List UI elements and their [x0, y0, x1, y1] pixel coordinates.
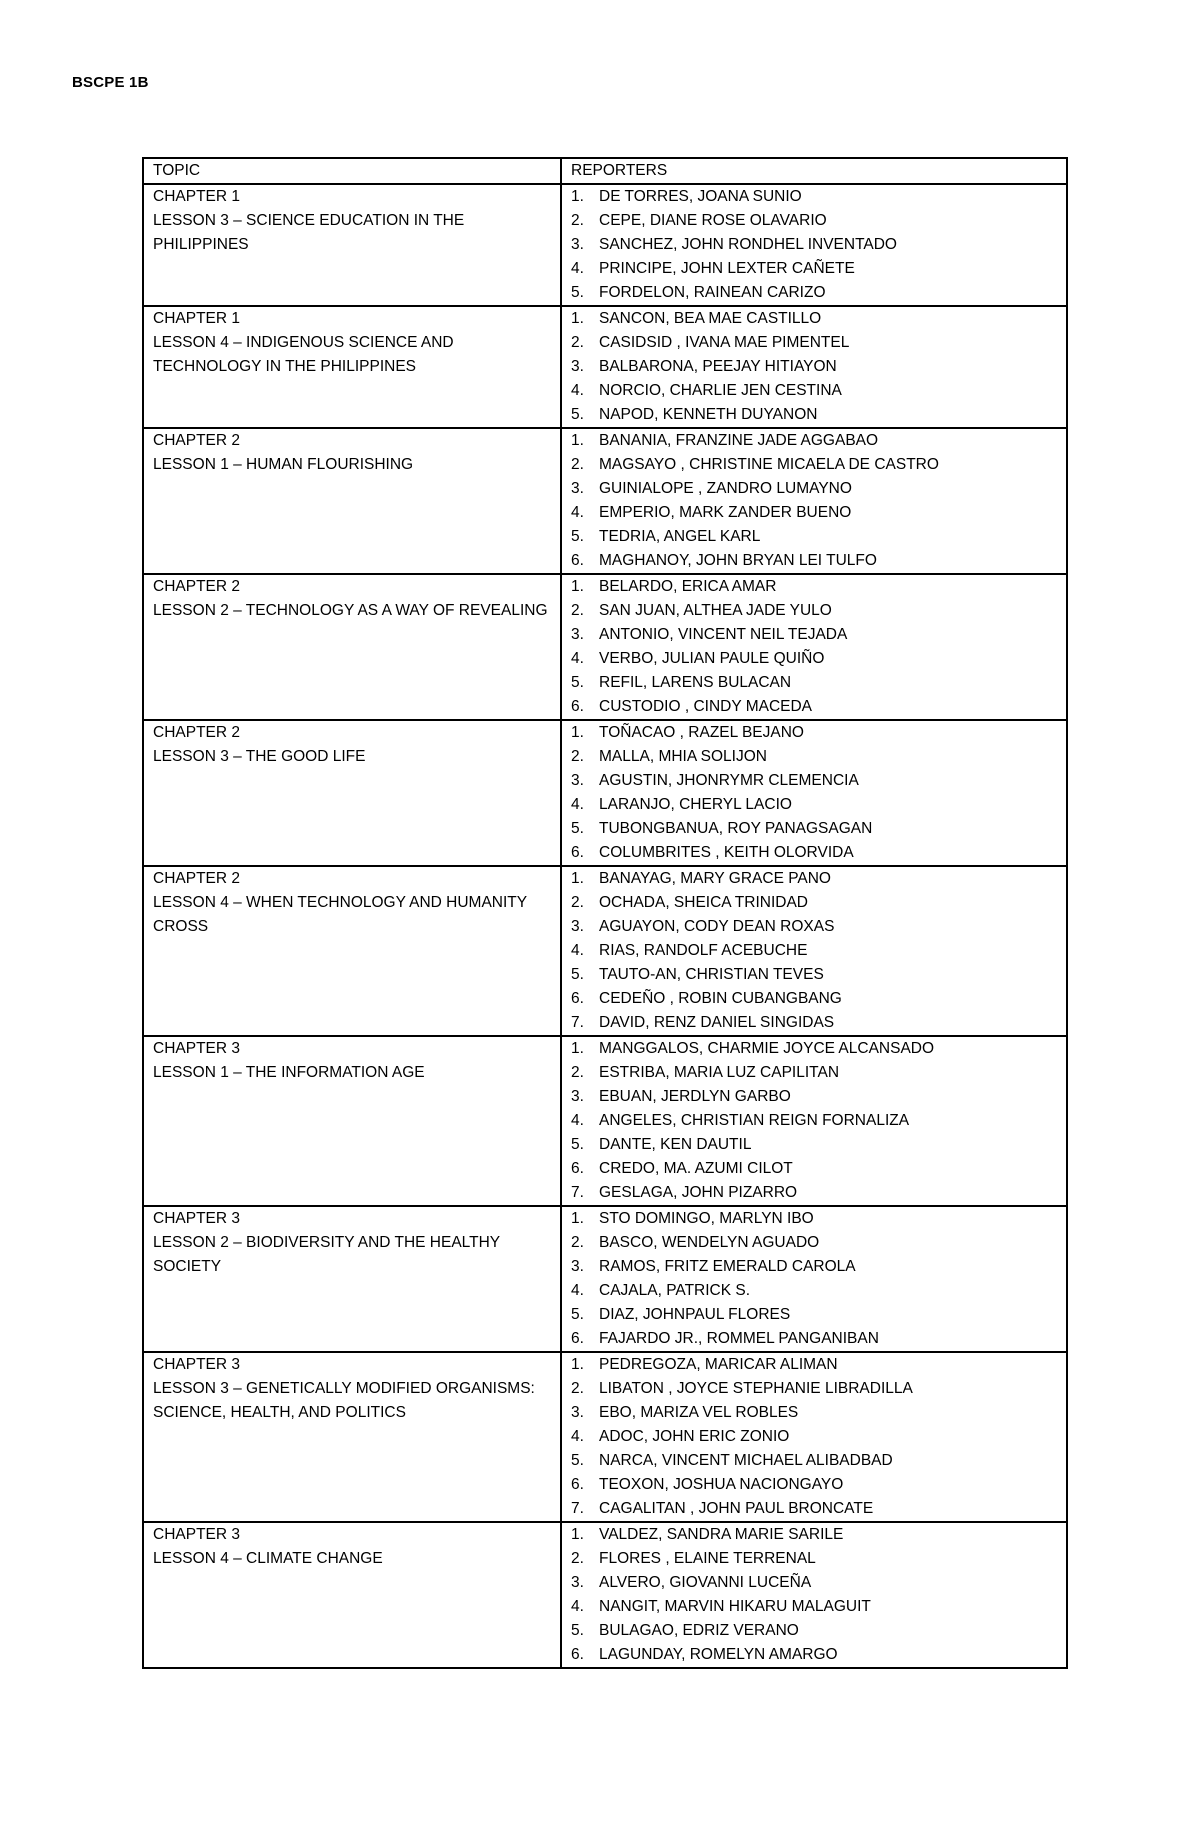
list-item — [571, 185, 1060, 209]
list-number: 5. — [571, 406, 584, 423]
table-body — [143, 184, 1067, 1668]
list-number: 1. — [571, 1526, 584, 1543]
list-number: 7. — [571, 1500, 584, 1517]
reporters-cell — [561, 1036, 1067, 1206]
list-number: 3. — [571, 1258, 584, 1275]
reporter-name: BULAGAO, EDRIZ VERANO — [599, 1622, 799, 1639]
reporter-name: CAJALA, PATRICK S. — [599, 1282, 751, 1299]
lesson-title: LESSON 4 – CLIMATE CHANGE — [153, 1550, 383, 1567]
reporter-name: RAMOS, FRITZ EMERALD CAROLA — [599, 1258, 856, 1275]
reporter-name: BANANIA, FRANZINE JADE AGGABAO — [599, 432, 879, 449]
reporter-name: FLORES , ELAINE TERRENAL — [599, 1550, 816, 1567]
reporter-name: EMPERIO, MARK ZANDER BUENO — [599, 504, 852, 521]
list-item — [571, 403, 1060, 427]
reporter-name: MAGHANOY, JOHN BRYAN LEI TULFO — [599, 552, 877, 569]
reporter-name: DANTE, KEN DAUTIL — [599, 1136, 752, 1153]
list-item — [571, 477, 1060, 501]
reporter-name: ANTONIO, VINCENT NEIL TEJADA — [599, 626, 848, 643]
table-row — [143, 184, 1067, 306]
list-item — [571, 769, 1060, 793]
list-number: 7. — [571, 1014, 584, 1031]
topic-cell — [143, 1036, 561, 1206]
reporters-cell — [561, 184, 1067, 306]
lesson-title: LESSON 3 – THE GOOD LIFE — [153, 748, 366, 765]
list-number: 3. — [571, 772, 584, 789]
lesson-title: LESSON 3 – GENETICALLY MODIFIED ORGANISMS: SCIENCE, HEALTH, AND POLITICS — [153, 1380, 535, 1421]
topic-cell — [143, 428, 561, 574]
reporters-cell — [561, 1206, 1067, 1352]
reporters-cell — [561, 428, 1067, 574]
list-number: 1. — [571, 432, 584, 449]
table-header-row — [143, 158, 1067, 184]
lesson-title: LESSON 4 – WHEN TECHNOLOGY AND HUMANITY CROSS — [153, 894, 527, 935]
list-item — [571, 721, 1060, 745]
list-item — [571, 1401, 1060, 1425]
lesson-title: LESSON 1 – HUMAN FLOURISHING — [153, 456, 414, 473]
list-item — [571, 1231, 1060, 1255]
list-number: 6. — [571, 990, 584, 1007]
list-item — [571, 695, 1060, 719]
list-item — [571, 1279, 1060, 1303]
table-row — [143, 574, 1067, 720]
list-number: 6. — [571, 1476, 584, 1493]
reporters-cell — [561, 1352, 1067, 1522]
list-item — [571, 1425, 1060, 1449]
table-row — [143, 1522, 1067, 1668]
list-number: 1. — [571, 870, 584, 887]
list-number: 3. — [571, 1574, 584, 1591]
list-item — [571, 257, 1060, 281]
list-item — [571, 1571, 1060, 1595]
list-number: 2. — [571, 212, 584, 229]
list-number: 6. — [571, 1646, 584, 1663]
reporter-name: SANCHEZ, JOHN RONDHEL INVENTADO — [599, 236, 897, 253]
list-item — [571, 1643, 1060, 1667]
reporter-name: ESTRIBA, MARIA LUZ CAPILITAN — [599, 1064, 840, 1081]
reporter-name: TOÑACAO , RAZEL BEJANO — [599, 724, 804, 741]
reporters-list — [571, 1037, 1060, 1205]
reporters-list — [571, 721, 1060, 865]
reporter-name: TEOXON, JOSHUA NACIONGAYO — [599, 1476, 844, 1493]
reporters-list — [571, 867, 1060, 1035]
reporter-name: NORCIO, CHARLIE JEN CESTINA — [599, 382, 842, 399]
list-item — [571, 1377, 1060, 1401]
topic-header: TOPIC — [143, 158, 561, 184]
list-item — [571, 1037, 1060, 1061]
list-number: 5. — [571, 1622, 584, 1639]
reporters-list — [571, 185, 1060, 305]
chapter-label: CHAPTER 2 — [153, 432, 240, 449]
chapter-label: CHAPTER 1 — [153, 310, 240, 327]
list-number: 4. — [571, 1428, 584, 1445]
list-item — [571, 915, 1060, 939]
list-item — [571, 1353, 1060, 1377]
list-item — [571, 281, 1060, 305]
list-item — [571, 233, 1060, 257]
list-number: 1. — [571, 724, 584, 741]
list-number: 1. — [571, 1040, 584, 1057]
reporter-name: FORDELON, RAINEAN CARIZO — [599, 284, 826, 301]
list-item — [571, 891, 1060, 915]
lesson-title: LESSON 4 – INDIGENOUS SCIENCE AND TECHNOLOGY IN THE PHILIPPINES — [153, 334, 454, 375]
reporters-cell — [561, 574, 1067, 720]
list-number: 7. — [571, 1184, 584, 1201]
list-item — [571, 1207, 1060, 1231]
table-row — [143, 306, 1067, 428]
topic-cell — [143, 720, 561, 866]
list-item — [571, 841, 1060, 865]
list-item — [571, 623, 1060, 647]
list-item — [571, 1157, 1060, 1181]
list-number: 4. — [571, 796, 584, 813]
reporter-name: GUINIALOPE , ZANDRO LUMAYNO — [599, 480, 852, 497]
list-number: 1. — [571, 188, 584, 205]
reporter-name: BELARDO, ERICA AMAR — [599, 578, 777, 595]
list-item — [571, 1255, 1060, 1279]
list-number: 2. — [571, 894, 584, 911]
list-number: 4. — [571, 260, 584, 277]
reporters-list — [571, 575, 1060, 719]
reporter-name: STO DOMINGO, MARLYN IBO — [599, 1210, 814, 1227]
reporter-name: LIBATON , JOYCE STEPHANIE LIBRADILLA — [599, 1380, 913, 1397]
chapter-label: CHAPTER 3 — [153, 1356, 240, 1373]
reporters-header: REPORTERS — [561, 158, 1067, 184]
list-item — [571, 1523, 1060, 1547]
reporter-name: ADOC, JOHN ERIC ZONIO — [599, 1428, 790, 1445]
list-number: 2. — [571, 334, 584, 351]
reporter-name: ANGELES, CHRISTIAN REIGN FORNALIZA — [599, 1112, 910, 1129]
chapter-label: CHAPTER 2 — [153, 578, 240, 595]
list-item — [571, 209, 1060, 233]
list-number: 2. — [571, 456, 584, 473]
reporters-cell — [561, 306, 1067, 428]
list-item — [571, 745, 1060, 769]
reporter-name: RIAS, RANDOLF ACEBUCHE — [599, 942, 808, 959]
list-number: 3. — [571, 480, 584, 497]
list-number: 4. — [571, 1282, 584, 1299]
table-row — [143, 1352, 1067, 1522]
table-row — [143, 866, 1067, 1036]
list-number: 6. — [571, 698, 584, 715]
list-item — [571, 575, 1060, 599]
list-number: 5. — [571, 674, 584, 691]
reporter-name: TUBONGBANUA, ROY PANAGSAGAN — [599, 820, 873, 837]
list-number: 6. — [571, 844, 584, 861]
list-item — [571, 453, 1060, 477]
list-item — [571, 331, 1060, 355]
reporter-name: AGUAYON, CODY DEAN ROXAS — [599, 918, 835, 935]
reporter-name: LAGUNDAY, ROMELYN AMARGO — [599, 1646, 838, 1663]
reporter-name: COLUMBRITES , KEITH OLORVIDA — [599, 844, 854, 861]
table-row — [143, 720, 1067, 866]
list-number: 3. — [571, 236, 584, 253]
list-item — [571, 307, 1060, 331]
list-number: 1. — [571, 578, 584, 595]
list-number: 1. — [571, 310, 584, 327]
reporter-name: CUSTODIO , CINDY MACEDA — [599, 698, 813, 715]
list-number: 5. — [571, 820, 584, 837]
list-item — [571, 1449, 1060, 1473]
topic-cell — [143, 1206, 561, 1352]
chapter-label: CHAPTER 1 — [153, 188, 240, 205]
reporter-name: DAVID, RENZ DANIEL SINGIDAS — [599, 1014, 835, 1031]
chapter-label: CHAPTER 3 — [153, 1040, 240, 1057]
list-item — [571, 1619, 1060, 1643]
lesson-title: LESSON 3 – SCIENCE EDUCATION IN THE PHILIPPINES — [153, 212, 465, 253]
reporting-schedule-table — [142, 157, 1068, 1669]
reporters-list — [571, 1523, 1060, 1667]
reporter-name: REFIL, LARENS BULACAN — [599, 674, 792, 691]
list-item — [571, 549, 1060, 573]
list-number: 1. — [571, 1210, 584, 1227]
reporter-name: CASIDSID , IVANA MAE PIMENTEL — [599, 334, 850, 351]
chapter-label: CHAPTER 3 — [153, 1526, 240, 1543]
list-item — [571, 817, 1060, 841]
list-number: 5. — [571, 528, 584, 545]
class-label: BSCPE 1B — [72, 74, 149, 91]
reporter-name: NANGIT, MARVIN HIKARU MALAGUIT — [599, 1598, 871, 1615]
reporter-name: ALVERO, GIOVANNI LUCEÑA — [599, 1574, 812, 1591]
reporters-list — [571, 307, 1060, 427]
reporter-name: NAPOD, KENNETH DUYANON — [599, 406, 818, 423]
list-number: 6. — [571, 1160, 584, 1177]
reporter-name: CAGALITAN , JOHN PAUL BRONCATE — [599, 1500, 874, 1517]
reporter-name: TAUTO-AN, CHRISTIAN TEVES — [599, 966, 824, 983]
list-item — [571, 1109, 1060, 1133]
table-row — [143, 1036, 1067, 1206]
reporters-list — [571, 1207, 1060, 1351]
list-number: 2. — [571, 1234, 584, 1251]
reporter-name: SAN JUAN, ALTHEA JADE YULO — [599, 602, 832, 619]
reporter-name: VALDEZ, SANDRA MARIE SARILE — [599, 1526, 844, 1543]
list-item — [571, 1473, 1060, 1497]
reporter-name: MANGGALOS, CHARMIE JOYCE ALCANSADO — [599, 1040, 935, 1057]
chapter-label: CHAPTER 2 — [153, 870, 240, 887]
list-number: 5. — [571, 966, 584, 983]
list-number: 4. — [571, 650, 584, 667]
list-item — [571, 647, 1060, 671]
list-item — [571, 355, 1060, 379]
list-number: 5. — [571, 284, 584, 301]
reporter-name: TEDRIA, ANGEL KARL — [599, 528, 761, 545]
list-number: 2. — [571, 1064, 584, 1081]
topic-cell — [143, 184, 561, 306]
list-item — [571, 793, 1060, 817]
list-item — [571, 1011, 1060, 1035]
list-item — [571, 501, 1060, 525]
topic-cell — [143, 1522, 561, 1668]
list-number: 2. — [571, 1550, 584, 1567]
list-item — [571, 429, 1060, 453]
lesson-title: LESSON 1 – THE INFORMATION AGE — [153, 1064, 425, 1081]
list-number: 1. — [571, 1356, 584, 1373]
list-item — [571, 1133, 1060, 1157]
reporters-cell — [561, 866, 1067, 1036]
lesson-title: LESSON 2 – TECHNOLOGY AS A WAY OF REVEALING — [153, 602, 548, 619]
list-number: 4. — [571, 1112, 584, 1129]
reporter-name: PEDREGOZA, MARICAR ALIMAN — [599, 1356, 838, 1373]
list-number: 5. — [571, 1452, 584, 1469]
reporter-name: CREDO, MA. AZUMI CILOT — [599, 1160, 793, 1177]
list-item — [571, 1181, 1060, 1205]
list-item — [571, 987, 1060, 1011]
topic-cell — [143, 306, 561, 428]
table-row — [143, 428, 1067, 574]
list-number: 2. — [571, 1380, 584, 1397]
list-item — [571, 599, 1060, 623]
list-number: 5. — [571, 1136, 584, 1153]
list-number: 3. — [571, 626, 584, 643]
list-item — [571, 1085, 1060, 1109]
reporter-name: FAJARDO JR., ROMMEL PANGANIBAN — [599, 1330, 879, 1347]
reporter-name: GESLAGA, JOHN PIZARRO — [599, 1184, 798, 1201]
reporters-cell — [561, 1522, 1067, 1668]
list-number: 4. — [571, 504, 584, 521]
reporter-name: EBUAN, JERDLYN GARBO — [599, 1088, 791, 1105]
list-item — [571, 525, 1060, 549]
list-item — [571, 867, 1060, 891]
list-number: 6. — [571, 1330, 584, 1347]
chapter-label: CHAPTER 2 — [153, 724, 240, 741]
reporter-name: PRINCIPE, JOHN LEXTER CAÑETE — [599, 260, 855, 277]
reporter-name: MAGSAYO , CHRISTINE MICAELA DE CASTRO — [599, 456, 939, 473]
list-item — [571, 379, 1060, 403]
reporter-name: AGUSTIN, JHONRYMR CLEMENCIA — [599, 772, 859, 789]
chapter-label: CHAPTER 3 — [153, 1210, 240, 1227]
reporter-name: LARANJO, CHERYL LACIO — [599, 796, 792, 813]
list-item — [571, 939, 1060, 963]
topic-cell — [143, 1352, 561, 1522]
list-number: 3. — [571, 358, 584, 375]
reporters-list — [571, 1353, 1060, 1521]
list-item — [571, 963, 1060, 987]
reporter-name: VERBO, JULIAN PAULE QUIÑO — [599, 650, 825, 667]
list-item — [571, 1547, 1060, 1571]
list-number: 4. — [571, 1598, 584, 1615]
reporter-name: BANAYAG, MARY GRACE PANO — [599, 870, 831, 887]
reporter-name: NARCA, VINCENT MICHAEL ALIBADBAD — [599, 1452, 893, 1469]
table-row — [143, 1206, 1067, 1352]
list-number: 3. — [571, 1088, 584, 1105]
reporter-name: DE TORRES, JOANA SUNIO — [599, 188, 802, 205]
topic-cell — [143, 866, 561, 1036]
list-number: 5. — [571, 1306, 584, 1323]
reporter-name: EBO, MARIZA VEL ROBLES — [599, 1404, 799, 1421]
reporter-name: BALBARONA, PEEJAY HITIAYON — [599, 358, 837, 375]
list-number: 2. — [571, 748, 584, 765]
reporter-name: OCHADA, SHEICA TRINIDAD — [599, 894, 809, 911]
list-item — [571, 1595, 1060, 1619]
reporters-list — [571, 429, 1060, 573]
topic-cell — [143, 574, 561, 720]
list-number: 3. — [571, 918, 584, 935]
list-number: 6. — [571, 552, 584, 569]
list-item — [571, 1303, 1060, 1327]
reporter-name: SANCON, BEA MAE CASTILLO — [599, 310, 822, 327]
reporter-name: BASCO, WENDELYN AGUADO — [599, 1234, 820, 1251]
list-number: 4. — [571, 382, 584, 399]
list-item — [571, 1061, 1060, 1085]
lesson-title: LESSON 2 – BIODIVERSITY AND THE HEALTHY SOCIETY — [153, 1234, 500, 1275]
list-item — [571, 1327, 1060, 1351]
reporter-name: CEPE, DIANE ROSE OLAVARIO — [599, 212, 827, 229]
list-number: 3. — [571, 1404, 584, 1421]
reporter-name: CEDEÑO , ROBIN CUBANGBANG — [599, 990, 842, 1007]
list-item — [571, 671, 1060, 695]
list-number: 2. — [571, 602, 584, 619]
reporter-name: MALLA, MHIA SOLIJON — [599, 748, 767, 765]
list-item — [571, 1497, 1060, 1521]
reporter-name: DIAZ, JOHNPAUL FLORES — [599, 1306, 791, 1323]
list-number: 4. — [571, 942, 584, 959]
reporters-cell — [561, 720, 1067, 866]
